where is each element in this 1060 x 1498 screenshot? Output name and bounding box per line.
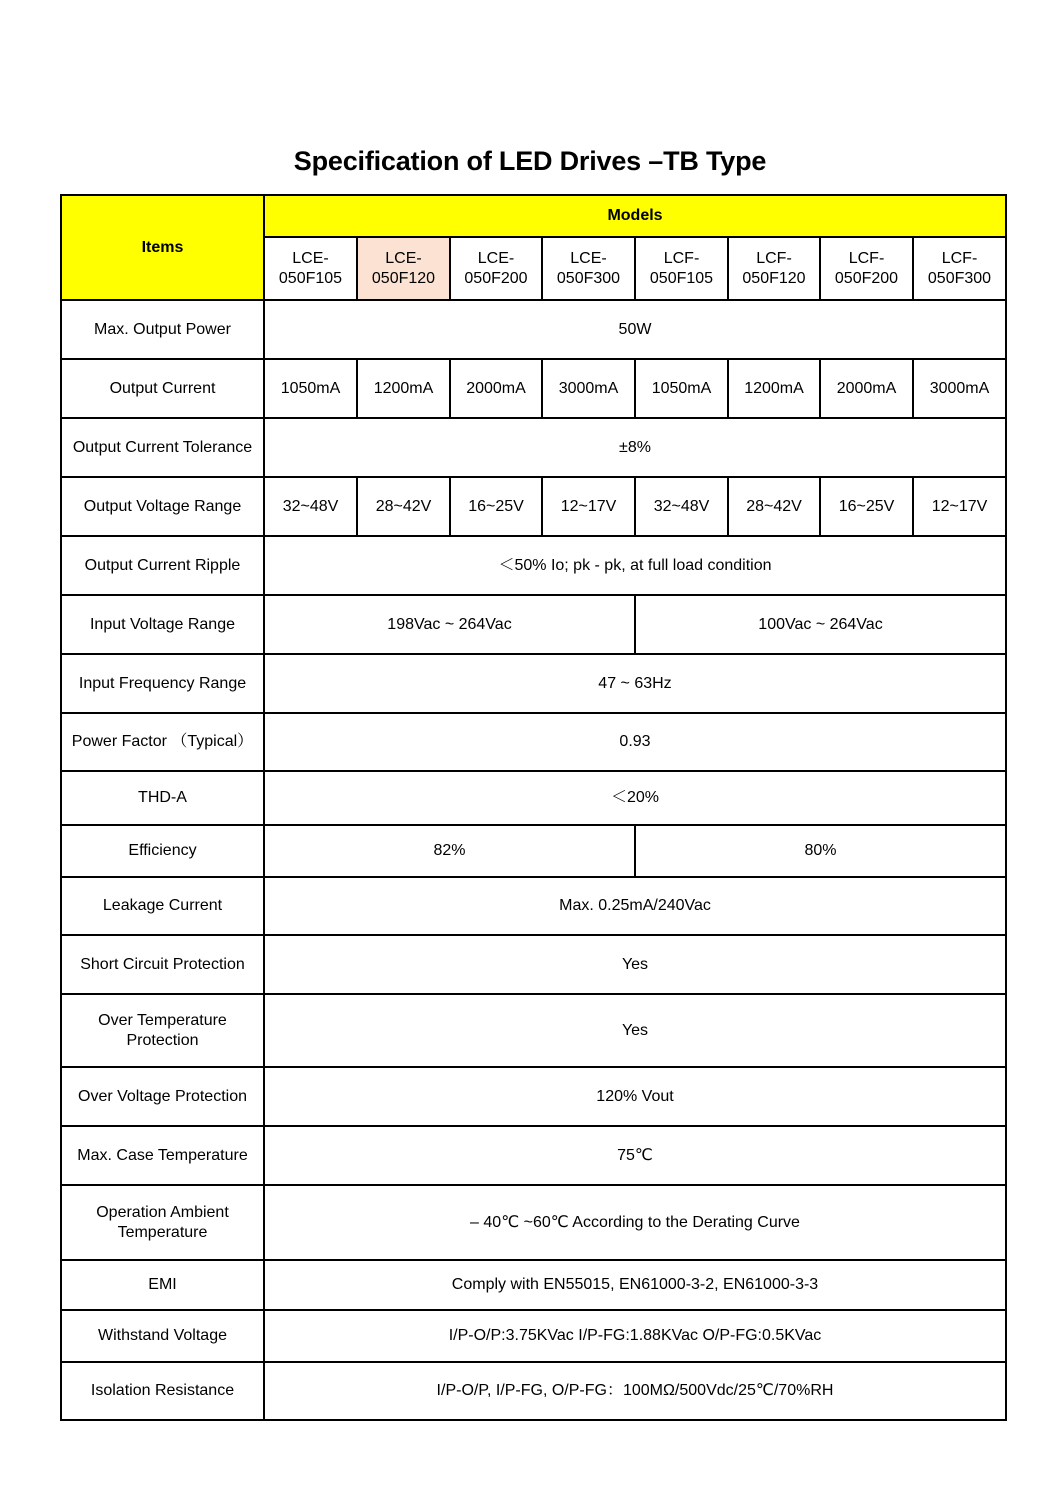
table-row (61, 1185, 1006, 1260)
row-value: 32~48V (635, 477, 728, 536)
table-row (61, 359, 1006, 418)
model-cell: LCE- 050F105 (264, 237, 357, 300)
model-cell: LCF- 050F300 (913, 237, 1006, 300)
row-value: 3000mA (542, 359, 635, 418)
row-value: 1200mA (357, 359, 450, 418)
row-value: 47 ~ 63Hz (264, 654, 1006, 713)
table-row (61, 1310, 1006, 1362)
row-label: Input Voltage Range (61, 595, 264, 654)
row-label: EMI (61, 1260, 264, 1310)
row-value: 2000mA (820, 359, 913, 418)
table-row (61, 536, 1006, 595)
row-value: 12~17V (913, 477, 1006, 536)
model-cell: LCF- 050F105 (635, 237, 728, 300)
row-label: Isolation Resistance (61, 1362, 264, 1420)
items-header: Items (61, 195, 264, 300)
model-cell: LCE- 050F200 (450, 237, 542, 300)
row-value: ＜20% (264, 771, 1006, 825)
row-value: I/P-O/P, I/P-FG, O/P-FG：100MΩ/500Vdc/25℃/70%RH (264, 1362, 1006, 1420)
row-label: Output Current Ripple (61, 536, 264, 595)
model-cell: LCF- 050F120 (728, 237, 820, 300)
row-value-lce: 198Vac ~ 264Vac (264, 595, 635, 654)
table-row (61, 1260, 1006, 1310)
row-label: Withstand Voltage (61, 1310, 264, 1362)
row-label: Input Frequency Range (61, 654, 264, 713)
row-value: 32~48V (264, 477, 357, 536)
table-row (61, 1126, 1006, 1185)
row-label: Over Temperature Protection (61, 994, 264, 1067)
table-row (61, 477, 1006, 536)
table-row (61, 994, 1006, 1067)
row-value: 2000mA (450, 359, 542, 418)
row-value: – 40℃ ~60℃ According to the Derating Curve (264, 1185, 1006, 1260)
row-value: 28~42V (357, 477, 450, 536)
row-label: Output Voltage Range (61, 477, 264, 536)
row-value: ±8% (264, 418, 1006, 477)
row-value-lcf: 100Vac ~ 264Vac (635, 595, 1006, 654)
table-row (61, 1362, 1006, 1420)
row-value: ＜50% Io; pk - pk, at full load condition (264, 536, 1006, 595)
table-row (61, 877, 1006, 935)
row-value-lce: 82% (264, 825, 635, 877)
row-label: Over Voltage Protection (61, 1067, 264, 1126)
row-value: Max. 0.25mA/240Vac (264, 877, 1006, 935)
table-row (61, 713, 1006, 771)
row-value: Comply with EN55015, EN61000-3-2, EN61000-3-3 (264, 1260, 1006, 1310)
row-label: Efficiency (61, 825, 264, 877)
row-label: THD-A (61, 771, 264, 825)
models-header: Models (264, 195, 1006, 237)
row-value: 1050mA (635, 359, 728, 418)
row-value: 16~25V (450, 477, 542, 536)
table-row (61, 771, 1006, 825)
row-value: 75℃ (264, 1126, 1006, 1185)
model-cell: LCE- 050F300 (542, 237, 635, 300)
table-row (61, 300, 1006, 359)
table-row (61, 935, 1006, 994)
row-value: 1200mA (728, 359, 820, 418)
model-cell: LCF- 050F200 (820, 237, 913, 300)
table-row (61, 1067, 1006, 1126)
row-label: Output Current Tolerance (61, 418, 264, 477)
row-label: Leakage Current (61, 877, 264, 935)
table-row (61, 654, 1006, 713)
row-label: Max. Case Temperature (61, 1126, 264, 1185)
row-value: 120% Vout (264, 1067, 1006, 1126)
table-row (61, 418, 1006, 477)
row-value: 3000mA (913, 359, 1006, 418)
row-label: Power Factor （Typical） (61, 713, 264, 771)
header-row (61, 195, 1006, 237)
row-label: Operation Ambient Temperature (61, 1185, 264, 1260)
row-value: Yes (264, 935, 1006, 994)
row-value: 0.93 (264, 713, 1006, 771)
row-label: Max. Output Power (61, 300, 264, 359)
model-cell-highlighted: LCE- 050F120 (357, 237, 450, 300)
row-value-lcf: 80% (635, 825, 1006, 877)
row-value: 28~42V (728, 477, 820, 536)
spec-table (60, 194, 1007, 1421)
table-row (61, 825, 1006, 877)
row-value: Yes (264, 994, 1006, 1067)
row-value: 1050mA (264, 359, 357, 418)
row-label: Output Current (61, 359, 264, 418)
row-value: 16~25V (820, 477, 913, 536)
row-label: Short Circuit Protection (61, 935, 264, 994)
row-value: 50W (264, 300, 1006, 359)
row-value: 12~17V (542, 477, 635, 536)
table-row (61, 595, 1006, 654)
row-value: I/P-O/P:3.75KVac I/P-FG:1.88KVac O/P-FG:0.5KVac (264, 1310, 1006, 1362)
page-title: Specification of LED Drives –TB Type (293, 146, 767, 176)
